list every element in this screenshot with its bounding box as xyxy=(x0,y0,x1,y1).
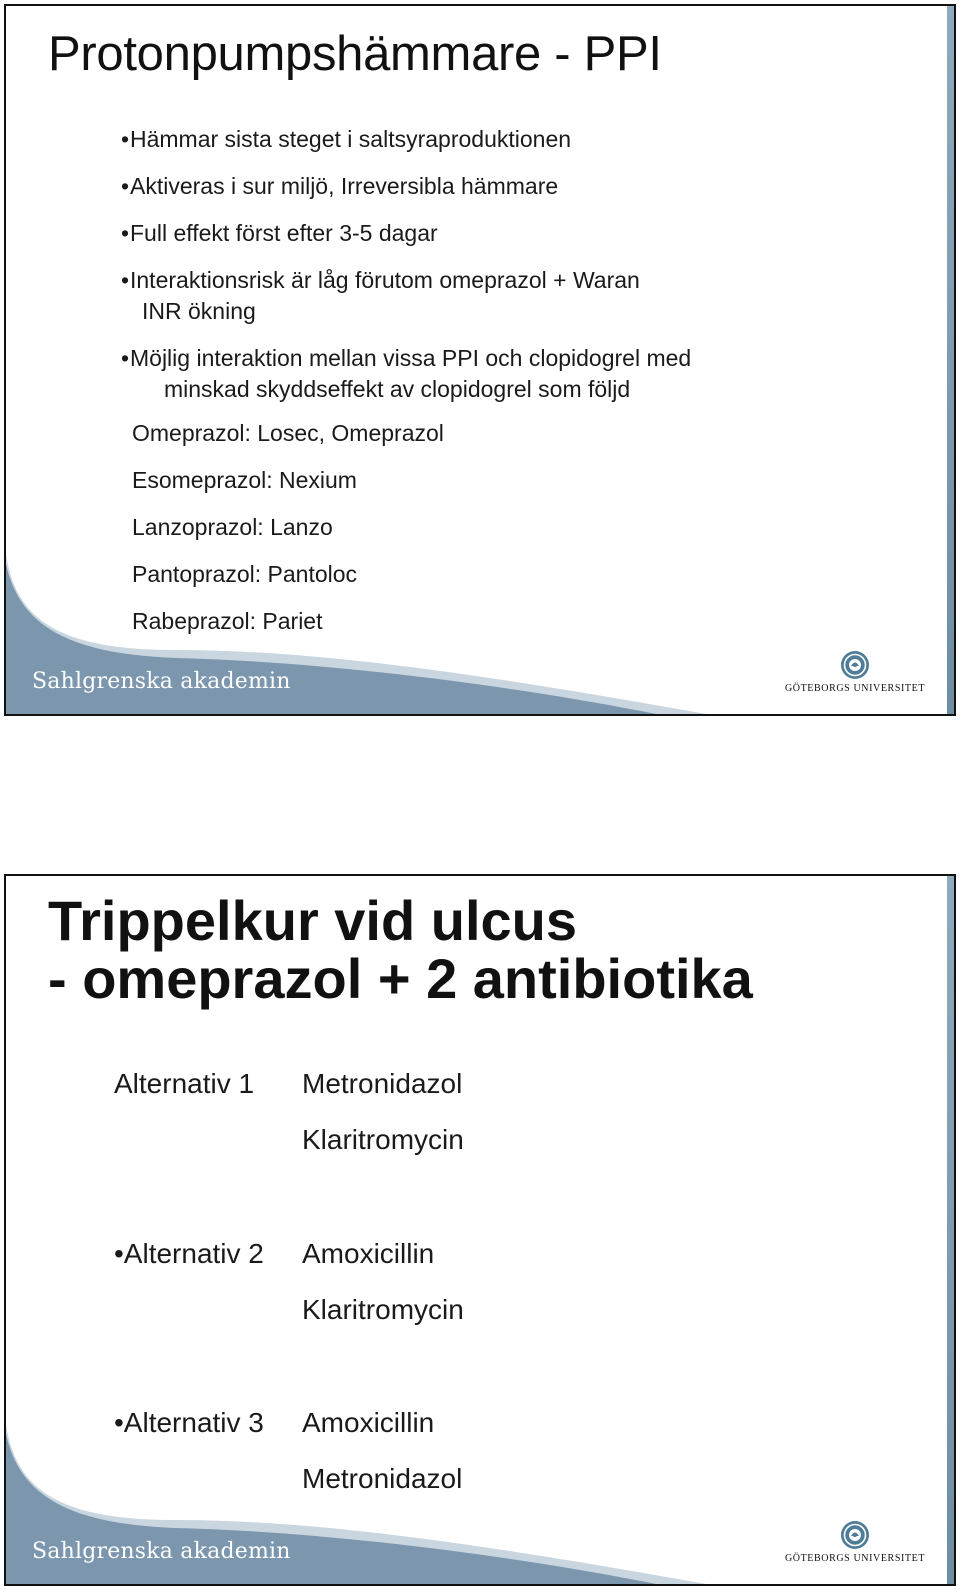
slide-2 xyxy=(4,874,956,1586)
bullet-text-continuation: INR ökning xyxy=(142,298,256,324)
drug-line: Lanzoprazol: Lanzo xyxy=(132,514,333,540)
bullet-marker: • xyxy=(121,173,130,199)
sahlgrenska-brand: Sahlgrenska akademin xyxy=(32,1539,291,1564)
bullet-marker: • xyxy=(121,220,130,246)
bullet-text: Full effekt först efter 3-5 dagar xyxy=(130,220,438,246)
bullet-item xyxy=(121,343,692,405)
alternative-drug: Amoxicillin xyxy=(302,1407,435,1438)
title-line-1: Trippelkur vid ulcus xyxy=(48,889,578,952)
bullet-item xyxy=(121,171,691,202)
bullet-text-continuation: minskad skyddseffekt av clopidogrel som följd xyxy=(164,376,631,402)
slide-1 xyxy=(4,4,956,716)
alternative-label: •Alternativ 2 xyxy=(114,1238,264,1269)
drug-line: Esomeprazol: Nexium xyxy=(132,467,357,493)
bullet-text: Hämmar sista steget i saltsyraproduktionen xyxy=(130,126,572,152)
page-title xyxy=(48,889,753,1010)
bullet-marker: • xyxy=(121,267,130,293)
bullet-marker: • xyxy=(121,126,130,152)
sahlgrenska-brand: Sahlgrenska akademin xyxy=(32,669,291,694)
bullet-text: Aktiveras i sur miljö, Irreversibla hämmare xyxy=(130,173,559,199)
bullet-item xyxy=(121,218,691,249)
alternative-drug: Amoxicillin xyxy=(302,1238,435,1269)
university-logo xyxy=(780,650,930,694)
drug-line: Rabeprazol: Pariet xyxy=(132,608,323,634)
university-seal-icon xyxy=(840,650,870,680)
bullet-marker: • xyxy=(121,345,130,371)
bullet-text: Interaktionsrisk är låg förutom omeprazol + Waran xyxy=(130,267,640,293)
alternative-drug: Metronidazol xyxy=(302,1463,463,1494)
university-name: GÖTEBORGS UNIVERSITET xyxy=(784,1553,926,1564)
alternative-label: •Alternativ 3 xyxy=(114,1407,264,1438)
university-seal-icon xyxy=(840,1520,870,1550)
bullet-item xyxy=(121,124,691,155)
bullet-item xyxy=(121,265,691,327)
drug-line: Pantoprazol: Pantoloc xyxy=(132,561,358,587)
drug-line: Omeprazol: Losec, Omeprazol xyxy=(132,420,444,446)
alternative-drug: Metronidazol xyxy=(302,1068,463,1099)
alternative-drug: Klaritromycin xyxy=(302,1124,464,1155)
alternative-label: Alternativ 1 xyxy=(114,1068,255,1099)
university-name: GÖTEBORGS UNIVERSITET xyxy=(784,683,926,694)
bullet-text: Möjlig interaktion mellan vissa PPI och clopidogrel med xyxy=(130,345,692,371)
page-title: Protonpumpshämmare - PPI xyxy=(48,27,662,81)
university-logo xyxy=(780,1520,930,1564)
bullet-list xyxy=(121,124,692,421)
alternative-drug: Klaritromycin xyxy=(302,1294,464,1325)
title-line-2: - omeprazol + 2 antibiotika xyxy=(48,947,753,1010)
